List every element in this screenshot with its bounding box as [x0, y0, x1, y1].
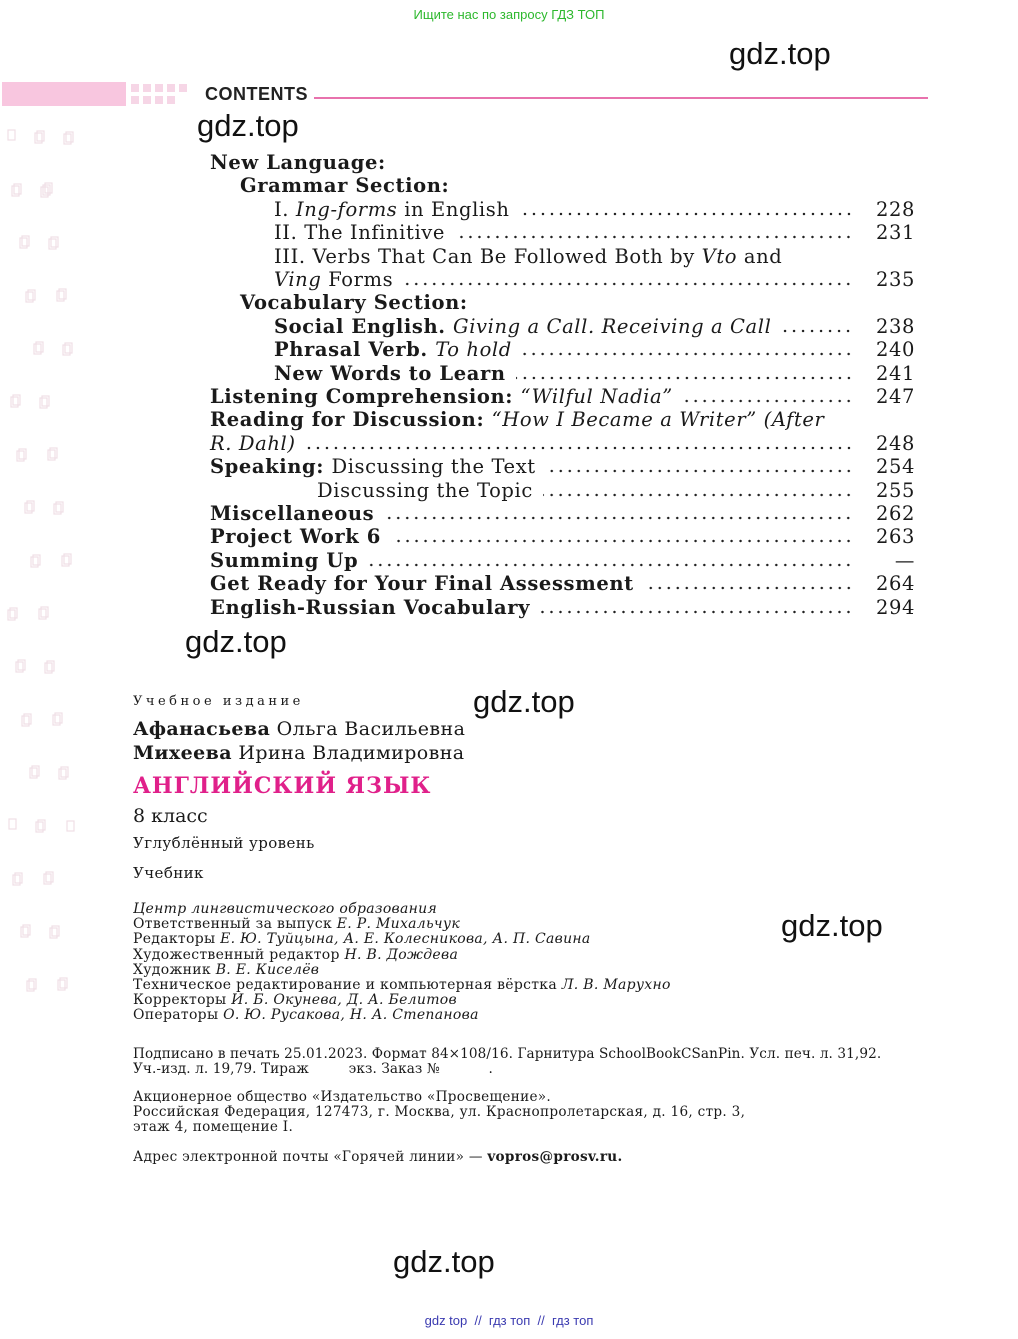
dot-leader — [455, 235, 853, 239]
watermark: gdz.top — [197, 108, 299, 143]
watermark: gdz.top — [781, 908, 883, 943]
toc-entry-text: Summing Up — [210, 548, 359, 572]
toc-entry-text: Listening Comprehension: — [210, 385, 521, 408]
book-title: АНГЛИЙСКИЙ ЯЗЫК — [133, 773, 432, 799]
decorative-square — [155, 96, 163, 104]
toc-entry-text: II. The Infinitive — [274, 221, 446, 245]
dot-leader — [546, 469, 853, 473]
toc-entry[interactable] — [210, 596, 915, 619]
toc-entry-text: in English — [397, 197, 510, 221]
watermark: gdz.top — [473, 684, 575, 719]
credits-block — [133, 902, 671, 1024]
toc-entry-text: “How I Became a Writer” (After — [491, 408, 825, 432]
toc-entry[interactable] — [274, 315, 915, 338]
toc-page-number: 264 — [875, 572, 915, 596]
toc-entry-text: Grammar Section: — [240, 174, 450, 198]
credit-role: Редакторы — [133, 931, 221, 948]
publisher-line: этаж 4, помещение I. — [133, 1119, 294, 1136]
decorative-pattern — [4, 120, 84, 1040]
toc-entry[interactable] — [210, 455, 915, 478]
decorative-square — [131, 96, 139, 104]
toc-entry[interactable] — [210, 525, 915, 548]
author-first-name: Ольга Васильевна — [276, 718, 466, 740]
credit-names: О. Ю. Русакова, Н. А. Степанова — [223, 1007, 479, 1024]
print-line: Подписано в печать 25.01.2023. Формат 84×108/16. Гарнитура SchoolBookCSanPin. Усл. печ. л. 31,92. — [133, 1046, 882, 1062]
publisher-line: Акционерное общество «Издательство «Просвещение». — [133, 1089, 552, 1105]
publisher-info — [133, 1090, 745, 1136]
credit-line — [133, 948, 671, 963]
email-line — [133, 1150, 623, 1165]
credit-role: Ответственный за выпуск — [133, 916, 337, 933]
toc-entry-text: Vto — [701, 244, 738, 268]
toc-page-number: 248 — [875, 431, 915, 455]
toc-entry-text: I. — [274, 197, 296, 221]
dot-leader — [520, 212, 853, 216]
decorative-square — [167, 96, 175, 104]
credit-names: И. Б. Окунева, Д. А. Белитов — [231, 992, 457, 1009]
publisher-line: Российская Федерация, 127473, г. Москва, ул. Краснопролетарская, д. 16, стр. 3, — [133, 1104, 746, 1121]
toc-entry-text: Discussing the Text — [331, 455, 536, 479]
toc-entry-text: English-Russian Vocabulary — [210, 595, 531, 619]
dot-leader — [516, 376, 853, 380]
header-note: Ищите нас по запросу ГДЗ ТОП — [413, 7, 605, 22]
watermark: gdz.top — [393, 1244, 495, 1279]
toc-entry-text: and — [737, 244, 783, 268]
toc-entry-text: R. Dahl) — [210, 431, 296, 455]
dot-leader — [644, 586, 853, 590]
toc-entry[interactable] — [274, 221, 915, 244]
section-title: CONTENTS — [205, 84, 308, 104]
dot-leader — [403, 282, 853, 286]
toc-entry-text: Ing-forms — [295, 197, 398, 221]
toc-page-number: 231 — [875, 221, 915, 245]
toc-entry[interactable] — [210, 432, 915, 455]
toc-page-number: 247 — [875, 385, 915, 408]
toc-entry-text: Speaking: — [210, 455, 332, 479]
watermark: gdz.top — [185, 624, 287, 659]
credit-names: Е. Р. Михальчук — [336, 916, 461, 933]
toc-entry-text: Discussing the Topic — [317, 478, 533, 502]
decorative-square — [155, 84, 163, 92]
footer-note: gdz top // гдз топ // гдз топ — [424, 1313, 594, 1328]
credit-line — [133, 917, 671, 932]
toc-entry[interactable] — [317, 479, 915, 502]
author-first-name: Ирина Владимировна — [238, 742, 465, 764]
toc-entry[interactable] — [274, 268, 915, 291]
print-line: Уч.-изд. л. 19,79. Тираж экз. Заказ № . — [133, 1061, 493, 1078]
email-link[interactable]: vopros@prosv.ru. — [487, 1149, 623, 1165]
toc-entry-text: Project Work 6 — [210, 525, 381, 549]
decorative-square — [167, 84, 175, 92]
dot-leader — [306, 446, 853, 450]
toc-entry[interactable] — [240, 291, 940, 314]
credit-line — [133, 963, 671, 978]
decorative-square — [131, 84, 139, 92]
dot-leader — [522, 352, 853, 356]
toc-entry[interactable] — [210, 151, 910, 174]
toc-entry[interactable] — [274, 362, 915, 385]
toc-entry[interactable] — [210, 549, 915, 572]
toc-entry-text: To hold — [435, 338, 512, 362]
credit-line — [133, 978, 671, 993]
author-last-name: Михеева — [133, 742, 232, 764]
toc-entry-text: Miscellaneous — [210, 502, 375, 525]
toc-entry[interactable] — [240, 174, 940, 197]
author-2 — [133, 742, 465, 764]
email-label: Адрес электронной почты «Горячей линии» — — [133, 1149, 488, 1165]
edition-type: Учебное издание — [133, 694, 304, 709]
toc-page-number: 228 — [875, 197, 915, 221]
dot-leader — [368, 563, 853, 567]
toc-entry-text: Phrasal Verb. — [274, 338, 436, 362]
credit-line — [133, 932, 671, 947]
print-info — [133, 1047, 881, 1077]
toc-entry-text: Get Ready for Your Final Assessment — [210, 572, 634, 596]
decorative-square — [143, 84, 151, 92]
credit-line — [133, 1008, 671, 1023]
credit-role: Операторы — [133, 1007, 224, 1024]
title-rule — [314, 97, 928, 99]
toc-entry[interactable] — [210, 408, 910, 431]
book-kind: Учебник — [133, 864, 204, 882]
toc-page-number: 254 — [875, 455, 915, 479]
toc-page-number: 294 — [875, 595, 915, 619]
toc-page-number: — — [894, 548, 915, 572]
grade: 8 класс — [133, 805, 208, 827]
toc-page-number: 262 — [875, 502, 915, 525]
dot-leader — [391, 539, 853, 543]
toc-entry[interactable] — [210, 385, 915, 408]
credit-role: Художественный редактор — [133, 946, 345, 963]
toc-entry[interactable] — [210, 572, 915, 595]
author-last-name: Афанасьева — [133, 718, 271, 740]
toc-entry[interactable] — [274, 338, 915, 361]
toc-entry-text: Ving — [274, 268, 322, 291]
toc-entry-text: Social English. — [274, 314, 454, 338]
credit-role: Художник — [133, 961, 216, 978]
toc-page-number: 263 — [875, 525, 915, 549]
credit-line — [133, 993, 671, 1008]
author-1 — [133, 718, 465, 740]
toc-entry[interactable] — [210, 502, 915, 525]
dot-leader — [540, 610, 853, 614]
decorative-band — [2, 82, 126, 106]
toc-entry-text: New Words to Learn — [274, 361, 506, 385]
dot-leader — [543, 493, 853, 497]
credit-role: Корректоры — [133, 992, 232, 1009]
decorative-square — [179, 84, 187, 92]
toc-page-number: 241 — [875, 361, 915, 385]
toc-entry-text: New Language: — [210, 151, 386, 174]
toc-entry-text: Vocabulary Section: — [240, 291, 468, 315]
credit-role: Техническое редактирование и компьютерная вёрстка — [133, 977, 562, 994]
dot-leader — [683, 399, 853, 403]
toc-entry-text: “Wilful Nadia” — [520, 385, 673, 408]
dot-leader — [781, 329, 853, 333]
toc-entry-text: Forms — [321, 268, 394, 291]
dot-leader — [384, 516, 853, 520]
credit-names: Е. Ю. Туйцына, А. Е. Колесникова, А. П. Савина — [220, 931, 591, 948]
level: Углублённый уровень — [133, 834, 315, 852]
decorative-square — [143, 96, 151, 104]
toc-entry-text: Reading for Discussion: — [210, 408, 492, 432]
toc-entry[interactable] — [274, 245, 974, 268]
center-name: Центр лингвистического образования — [133, 901, 438, 917]
toc-entry-text: Giving a Call. Receiving a Call — [453, 314, 772, 338]
credit-names: Л. В. Марухно — [561, 977, 671, 994]
credit-names: Н. В. Дождева — [344, 946, 459, 963]
toc-page-number: 238 — [875, 314, 915, 338]
toc-page-number: 240 — [875, 338, 915, 362]
toc-page-number: 255 — [875, 478, 915, 502]
credit-names: В. Е. Киселёв — [215, 961, 320, 978]
toc-entry-text: III. Verbs That Can Be Followed Both by — [274, 244, 702, 268]
watermark: gdz.top — [729, 36, 831, 71]
toc-page-number: 235 — [875, 268, 915, 291]
toc-entry[interactable] — [274, 198, 915, 221]
